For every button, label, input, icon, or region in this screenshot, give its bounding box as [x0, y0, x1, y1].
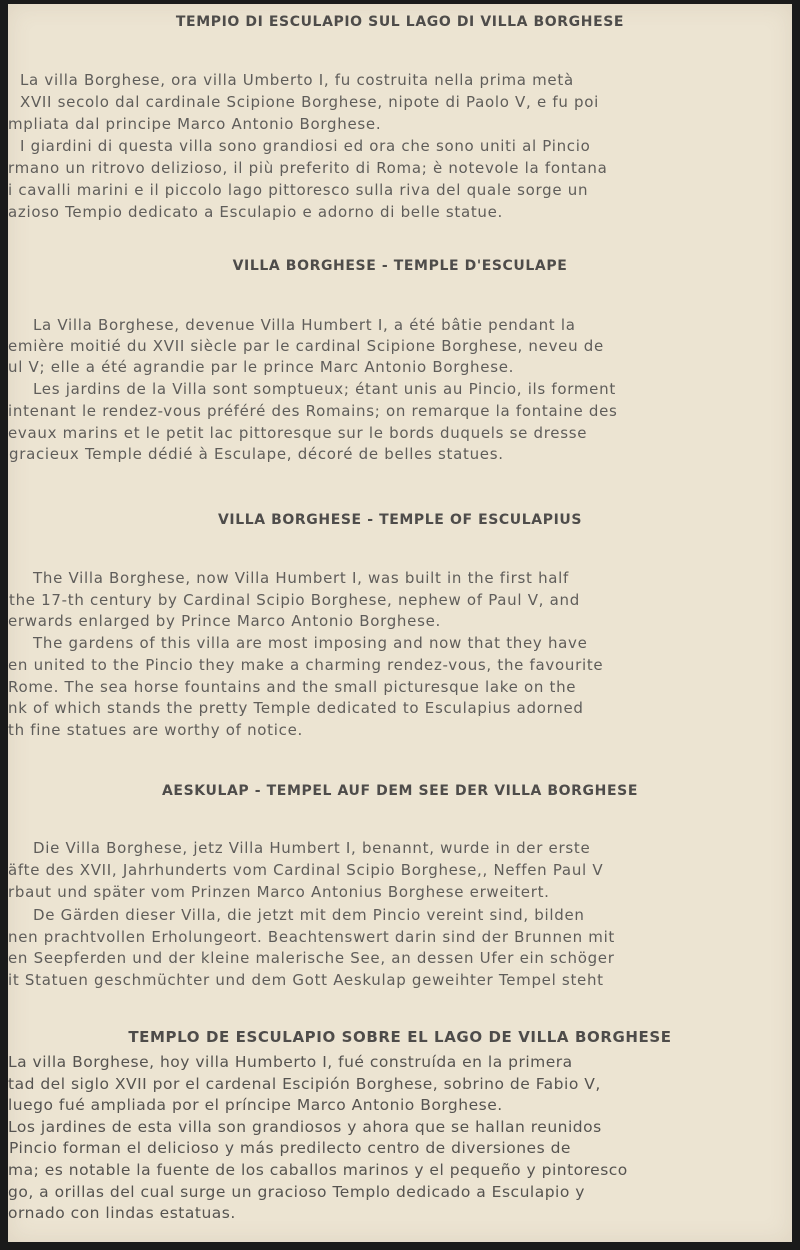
italian-line-3: mpliata dal principe Marco Antonio Borghese. [8, 115, 382, 133]
spanish-line-1: La villa Borghese, hoy villa Humberto I, fué construída en la primera [8, 1053, 573, 1071]
spanish-line-3: luego fué ampliada por el príncipe Marco Antonio Borghese. [8, 1096, 503, 1114]
german-line-3: rbaut und später vom Prinzen Marco Antonius Borghese erweitert. [8, 883, 550, 901]
italian-line-6: i cavalli marini e il piccolo lago pittoresco sulla riva del quale sorge un [8, 181, 589, 199]
english-line-4: The gardens of this villa are most imposing and now that they have [33, 634, 588, 652]
german-line-2: äfte des XVII, Jahrhunderts vom Cardinal Scipio Borghese,, Neffen Paul V [8, 861, 604, 879]
italian-line-7: azioso Tempio dedicato a Esculapio e adorno di belle statue. [8, 203, 504, 221]
german-line-1: Die Villa Borghese, jetz Villa Humbert I, benannt, wurde in der erste [33, 839, 591, 857]
spanish-line-7: go, a orillas del cual surge un gracioso Templo dedicado a Esculapio y [8, 1183, 585, 1201]
italian-line-4: I giardini di questa villa sono grandiosi ed ora che sono uniti al Pincio [20, 137, 591, 155]
french-line-3: ul V; elle a été agrandie par le prince Marc Antonio Borghese. [8, 358, 515, 376]
spanish-line-8: ornado con lindas estatuas. [8, 1204, 236, 1222]
spanish-line-5: Pincio forman el delicioso y más predilecto centro de diversiones de [9, 1139, 571, 1157]
postcard-back [8, 4, 792, 1242]
german-line-5: nen prachtvollen Erholungeort. Beachtenswert darin sind der Brunnen mit [8, 928, 616, 946]
english-line-5: en united to the Pincio they make a charming rendez-vous, the favourite [8, 656, 604, 674]
spanish-line-6: ma; es notable la fuente de los caballos marinos y el pequeño y pintoresco [8, 1161, 628, 1179]
section-title-italian: TEMPIO DI ESCULAPIO SUL LAGO DI VILLA BORGHESE [175, 14, 625, 30]
english-line-2: the 17-th century by Cardinal Scipio Borghese, nephew of Paul V, and [9, 591, 580, 609]
section-title-french: VILLA BORGHESE - TEMPLE D'ESCULAPE [232, 258, 568, 274]
english-line-8: th fine statues are worthy of notice. [8, 721, 303, 739]
english-line-7: nk of which stands the pretty Temple dedicated to Esculapius adorned [8, 699, 584, 717]
french-line-4: Les jardins de la Villa sont somptueux; étant unis au Pincio, ils forment [33, 380, 616, 398]
spanish-line-2: tad del siglo XVII por el cardenal Escipión Borghese, sobrino de Fabio V, [8, 1075, 601, 1093]
english-line-3: erwards enlarged by Prince Marco Antonio Borghese. [8, 612, 441, 630]
french-line-6: evaux marins et le petit lac pittoresque sur le bords duquels se dresse [8, 424, 588, 442]
italian-line-1: La villa Borghese, ora villa Umberto I, fu costruita nella prima metà [20, 71, 574, 89]
section-title-german: AESKULAP - TEMPEL AUF DEM SEE DER VILLA BORGHESE [162, 783, 638, 799]
french-line-2: emière moitié du XVII siècle par le cardinal Scipione Borghese, neveu de [8, 337, 604, 355]
section-title-english: VILLA BORGHESE - TEMPLE OF ESCULAPIUS [217, 512, 583, 528]
german-line-7: it Statuen geschmüchter und dem Gott Aeskulap geweihter Tempel steht [8, 971, 604, 989]
section-title-spanish: TEMPLO DE ESCULAPIO SOBRE EL LAGO DE VILLA BORGHESE [128, 1028, 672, 1046]
english-line-1: The Villa Borghese, now Villa Humbert I, was built in the first half [33, 569, 570, 587]
english-line-6: Rome. The sea horse fountains and the small picturesque lake on the [8, 678, 577, 696]
french-line-1: La Villa Borghese, devenue Villa Humbert I, a été bâtie pendant la [33, 316, 576, 334]
italian-line-2: XVII secolo dal cardinale Scipione Borghese, nipote di Paolo V, e fu poi [20, 93, 599, 111]
italian-line-5: rmano un ritrovo delizioso, il più preferito di Roma; è notevole la fontana [8, 159, 608, 177]
french-line-7: gracieux Temple dédié à Esculape, décoré de belles statues. [9, 445, 504, 463]
german-line-6: en Seepferden und der kleine malerische See, an dessen Ufer ein schöger [8, 949, 615, 967]
german-line-4: De Gärden dieser Villa, die jetzt mit dem Pincio vereint sind, bilden [33, 906, 585, 924]
french-line-5: intenant le rendez-vous préféré des Romains; on remarque la fontaine des [8, 402, 618, 420]
spanish-line-4: Los jardines de esta villa son grandiosos y ahora que se hallan reunidos [8, 1118, 602, 1136]
